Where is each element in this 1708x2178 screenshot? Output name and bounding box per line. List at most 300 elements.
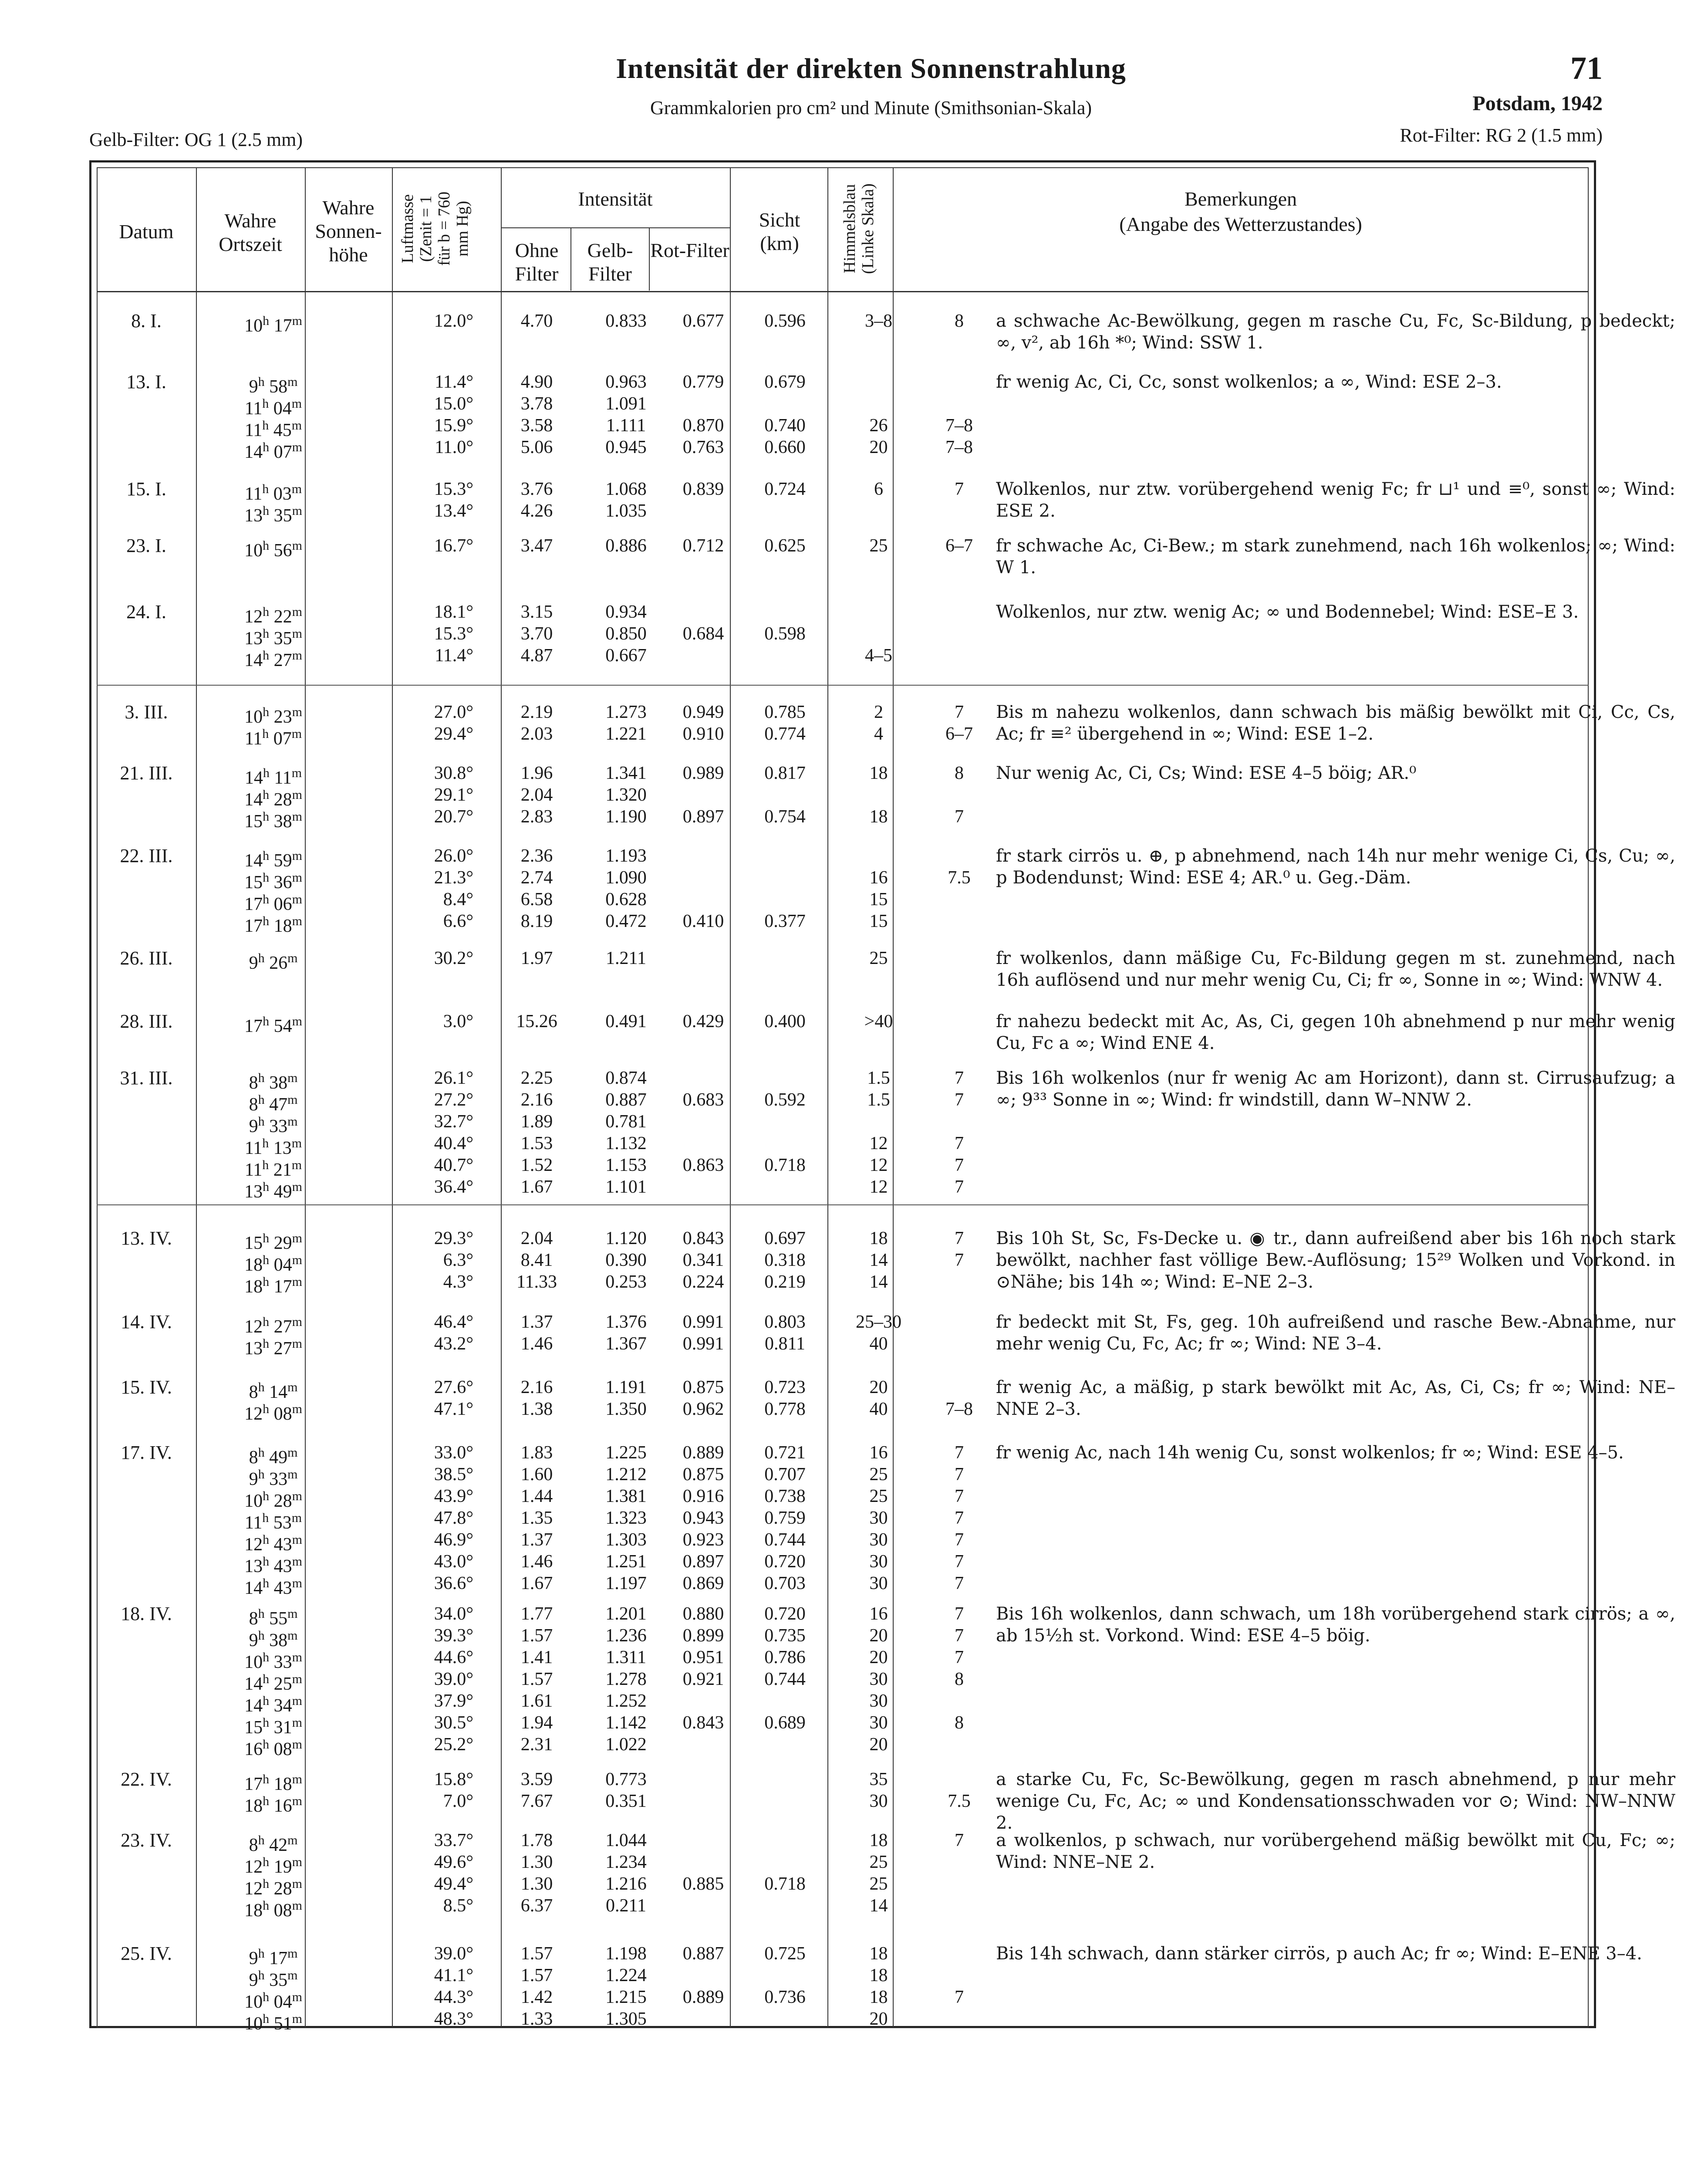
- value-line: 11.4°: [435, 372, 473, 392]
- value-line: 14: [869, 1272, 888, 1292]
- sicht-cell: [827, 1943, 930, 2030]
- value-line: 0.723: [764, 1377, 806, 1397]
- rot-filter-cell: [743, 1311, 827, 1355]
- value-line: 0.720: [764, 1552, 806, 1572]
- value-line: 0.785: [764, 702, 806, 722]
- value-line: 3.76: [520, 479, 553, 499]
- value-line: 2.04: [520, 1228, 553, 1248]
- value-line: [743, 601, 827, 623]
- luftmasse-line-4: mm Hg): [453, 201, 472, 257]
- value-line: 1.46: [520, 1334, 553, 1354]
- value-line: 13.4°: [434, 501, 473, 521]
- value-line: 20: [869, 437, 888, 457]
- value-line: 49.4°: [434, 1874, 473, 1894]
- value-line: 7: [955, 1604, 964, 1624]
- location-year: Potsdam, 1942: [1472, 92, 1603, 115]
- value-line: 39.3°: [434, 1626, 473, 1646]
- value-line: 1.44: [520, 1486, 553, 1506]
- gelb-filter-cell: [664, 478, 743, 522]
- value-line: [930, 645, 989, 666]
- value-line: 0.598: [764, 624, 806, 644]
- value-line: 1.303: [605, 1530, 647, 1550]
- value-line: 1.224: [605, 1965, 647, 1985]
- value-line: 7.5: [948, 1791, 971, 1811]
- datum-cell: 17. IV.: [121, 1442, 172, 1463]
- value-line: 0.744: [764, 1669, 806, 1689]
- value-line: 15.0°: [434, 394, 473, 414]
- sicht-cell: [827, 478, 930, 522]
- value-line: 1.30: [520, 1852, 553, 1872]
- himmelsblau-cell: [930, 1011, 989, 1032]
- value-line: 15.3°: [434, 624, 473, 644]
- value-line: 1.97: [520, 948, 553, 968]
- value-line: [743, 1769, 827, 1790]
- ohne-filter-cell: [588, 601, 664, 666]
- value-line: [827, 784, 930, 806]
- value-line: 0.843: [682, 1228, 724, 1248]
- value-line: 1.153: [605, 1155, 647, 1175]
- value-line: 0.224: [682, 1272, 724, 1292]
- ohne-filter-cell: [588, 371, 664, 458]
- value-line: 25: [869, 1486, 888, 1506]
- value-line: 29.4°: [434, 724, 473, 744]
- value-line: 2.03: [520, 724, 553, 744]
- value-line: 0.773: [605, 1769, 647, 1789]
- value-line: 18$^h$ 04$^m$: [244, 1253, 302, 1275]
- value-line: 0.703: [764, 1573, 806, 1593]
- value-line: 0.991: [682, 1312, 724, 1332]
- value-line: 1.216: [605, 1874, 647, 1894]
- value-line: 0.951: [682, 1647, 724, 1667]
- value-line: 2.25: [520, 1068, 553, 1088]
- value-line: 0.697: [764, 1228, 806, 1248]
- value-line: [743, 1690, 827, 1712]
- value-line: 14$^h$ 07$^m$: [244, 440, 302, 462]
- value-line: [664, 889, 743, 910]
- bemerkungen-cell: Bis 16h wolkenlos, dann schwach, um 18h vorübergehend stark cirrös; a ∞, ab 15½h st. Vorkond. Wind: ESE 4–5 böig.: [996, 1604, 1675, 1646]
- value-line: 3–8: [865, 311, 892, 331]
- value-line: 14$^h$ 59$^m$: [244, 849, 302, 871]
- value-line: 1.251: [605, 1552, 647, 1572]
- value-line: 6–7: [945, 536, 973, 556]
- value-line: 12: [869, 1155, 888, 1175]
- value-line: [743, 784, 827, 806]
- himmelsblau-cell: [930, 310, 989, 332]
- page-title: Intensität der direkten Sonnenstrahlung: [616, 53, 1126, 85]
- value-line: 15.8°: [434, 1769, 473, 1789]
- value-line: 20: [869, 1626, 888, 1646]
- value-line: 29.1°: [434, 785, 473, 805]
- sicht-cell: [827, 1769, 930, 1812]
- value-line: [743, 1790, 827, 1812]
- value-line: >40: [864, 1011, 893, 1032]
- value-line: 8.5°: [443, 1896, 473, 1916]
- luftmasse-cell: [486, 1442, 588, 1594]
- value-line: 0.318: [764, 1250, 806, 1270]
- sicht-cell: [827, 1311, 930, 1355]
- himmelsblau-cell: [930, 701, 989, 745]
- value-line: [664, 947, 743, 969]
- value-line: 8: [955, 311, 964, 331]
- rot-filter-cell: [743, 535, 827, 557]
- value-line: 1.96: [520, 763, 553, 783]
- rot-filter-cell: [743, 310, 827, 332]
- value-line: [930, 1965, 989, 1986]
- header-datum: Datum: [119, 220, 174, 243]
- value-line: 7: [955, 1155, 964, 1175]
- bemerkungen-cell: Bis 16h wolkenlos (nur fr wenig Ac am Horizont), dann st. Cirrusaufzug; a ∞; 9³³ Sonne in ∞; Wind: fr windstill, dann W–NNW 2.: [996, 1068, 1675, 1110]
- value-line: 14$^h$ 34$^m$: [244, 1694, 302, 1716]
- value-line: 0.683: [682, 1090, 724, 1110]
- value-line: 0.863: [682, 1155, 724, 1175]
- value-line: 0.962: [682, 1399, 724, 1419]
- value-line: 0.677: [682, 311, 724, 331]
- value-line: [664, 784, 743, 806]
- page-number: 71: [1570, 51, 1603, 86]
- value-line: 9$^h$ 33$^m$: [249, 1114, 298, 1136]
- value-line: 0.897: [682, 1552, 724, 1572]
- value-line: 15: [869, 911, 888, 931]
- value-line: 30.2°: [434, 948, 473, 968]
- ortszeit-cell: [196, 535, 351, 561]
- value-line: 0.963: [605, 372, 647, 392]
- ohne-filter-cell: [588, 1830, 664, 1917]
- header-bemerkungen-sub: (Angabe des Wetterzustandes): [1119, 213, 1362, 235]
- value-line: 1.33: [520, 2009, 553, 2029]
- rot-filter-cell: [743, 1442, 827, 1594]
- value-line: [743, 1176, 827, 1198]
- ohne-filter-cell: [588, 1376, 664, 1420]
- rot-filter-cell: [743, 371, 827, 458]
- intensitaet-sub-rule: [501, 227, 730, 228]
- datum-cell: 26. III.: [120, 947, 173, 969]
- value-line: 1.67: [520, 1573, 553, 1593]
- value-line: [664, 1176, 743, 1198]
- value-line: 16: [869, 1443, 888, 1463]
- value-line: [664, 1734, 743, 1755]
- value-line: [930, 1271, 989, 1293]
- sonnenhoehe-cell: [351, 1943, 486, 2030]
- value-line: 13$^h$ 43$^m$: [244, 1554, 302, 1576]
- luftmasse-line-1: Luftmasse: [398, 194, 417, 264]
- himmelsblau-line-1: Himmelsblau: [840, 184, 859, 274]
- himmelsblau-cell: [930, 601, 989, 666]
- value-line: 3.59: [520, 1769, 553, 1789]
- value-line: 25–30: [856, 1312, 901, 1332]
- ohne-filter-cell: [588, 535, 664, 557]
- value-line: [743, 947, 827, 969]
- value-line: 0.763: [682, 437, 724, 457]
- value-line: 7.0°: [443, 1791, 473, 1811]
- himmelsblau-cell: [930, 535, 989, 557]
- value-line: 18: [869, 1944, 888, 1964]
- value-line: 1.323: [605, 1508, 647, 1528]
- value-line: 46.4°: [434, 1312, 473, 1332]
- value-line: 0.721: [764, 1443, 806, 1463]
- value-line: [664, 2008, 743, 2030]
- value-line: 41.1°: [434, 1965, 473, 1985]
- bemerkungen-cell: fr wenig Ac, nach 14h wenig Cu, sonst wolkenlos; fr ∞; Wind: ESE 4–5.: [996, 1443, 1624, 1463]
- value-line: 12$^h$ 19$^m$: [244, 1855, 302, 1877]
- value-line: [743, 845, 827, 867]
- value-line: [930, 1333, 989, 1355]
- value-line: 1.67: [520, 1177, 553, 1197]
- value-line: [827, 393, 930, 415]
- value-line: 9$^h$ 26$^m$: [249, 951, 298, 973]
- value-line: 36.6°: [434, 1573, 473, 1593]
- datum-cell: 31. III.: [120, 1067, 173, 1089]
- value-line: 1.091: [605, 394, 647, 414]
- value-line: 1.190: [605, 807, 647, 827]
- value-line: 20: [869, 1735, 888, 1755]
- value-line: 18$^h$ 17$^m$: [244, 1275, 302, 1297]
- value-line: 1.37: [520, 1530, 553, 1550]
- value-line: [827, 1111, 930, 1133]
- bemerkungen-cell: fr nahezu bedeckt mit Ac, As, Ci, gegen 10h abnehmend p nur mehr wenig Cu, Fc a ∞; Wind ENE 4.: [996, 1011, 1675, 1053]
- value-line: 1.367: [605, 1334, 647, 1354]
- value-line: 15$^h$ 38$^m$: [244, 809, 302, 832]
- value-line: 1.61: [520, 1691, 553, 1711]
- value-line: 0.945: [605, 437, 647, 457]
- value-line: [664, 1067, 743, 1089]
- ohne-filter-cell: [588, 1311, 664, 1355]
- value-line: 13$^h$ 49$^m$: [244, 1180, 302, 1202]
- gelb-filter-cell: [664, 371, 743, 458]
- value-line: 26: [869, 416, 888, 436]
- value-line: 10$^h$ 17$^m$: [244, 314, 302, 336]
- datum-cell: 22. III.: [120, 845, 173, 866]
- himmelsblau-cell: [930, 1067, 989, 1198]
- value-line: 11$^h$ 13$^m$: [244, 1136, 302, 1158]
- sicht-cell: [827, 701, 930, 745]
- ortszeit-cell: [196, 1603, 351, 1759]
- value-line: 38.5°: [434, 1464, 473, 1485]
- value-line: 7: [955, 1626, 964, 1646]
- himmelsblau-cell: [930, 845, 989, 932]
- value-line: 18: [869, 1987, 888, 2007]
- value-line: 1.044: [605, 1830, 647, 1850]
- value-line: 1.57: [520, 1626, 553, 1646]
- value-line: 0.889: [682, 1443, 724, 1463]
- value-line: 1.022: [605, 1735, 647, 1755]
- value-line: 3.15: [520, 602, 553, 622]
- value-line: [930, 1311, 989, 1333]
- value-line: 0.390: [605, 1250, 647, 1270]
- value-line: 18.1°: [434, 602, 473, 622]
- value-line: 18$^h$ 16$^m$: [244, 1794, 302, 1816]
- ortszeit-cell: [196, 1376, 351, 1424]
- ortszeit-cell: [196, 1311, 351, 1359]
- datum-cell: 13. IV.: [121, 1228, 172, 1249]
- value-line: 7: [955, 1486, 964, 1506]
- ortszeit-cell: [196, 371, 351, 462]
- value-line: 26.0°: [434, 846, 473, 866]
- bemerkungen-cell: Bis 10h St, Sc, Fs-Decke u. ◉ tr., dann aufreißend aber bis 16h noch stark bewölkt, nachher fast völlige Bew.-Auflösung; 15²⁹ Wolken und Vorkond. in ⊙Nähe; bis 14h ∞; Wind: E–NE 2–3.: [996, 1228, 1675, 1292]
- gelb-filter-cell: [664, 1943, 743, 2030]
- value-line: 0.889: [682, 1987, 724, 2007]
- value-line: 5.06: [520, 437, 553, 457]
- value-line: 2.16: [520, 1377, 553, 1397]
- ohne-filter-cell: [588, 1603, 664, 1755]
- value-line: 1.198: [605, 1944, 647, 1964]
- ortszeit-cell: [196, 1830, 351, 1921]
- value-line: 4–5: [865, 646, 892, 666]
- value-line: 20.7°: [434, 807, 473, 827]
- value-line: 14$^h$ 43$^m$: [244, 1576, 302, 1598]
- luftmasse-cell: [486, 1067, 588, 1198]
- value-line: [664, 845, 743, 867]
- bemerkungen-cell: Bis 14h schwach, dann stärker cirrös, p auch Ac; fr ∞; Wind: E–ENE 3–4.: [996, 1944, 1642, 1964]
- sicht-cell: [827, 310, 930, 332]
- value-line: 16: [869, 868, 888, 888]
- datum-cell: 23. I.: [126, 535, 166, 556]
- value-line: 43.2°: [434, 1334, 473, 1354]
- value-line: 13$^h$ 35$^m$: [244, 504, 302, 526]
- value-line: 7: [955, 1508, 964, 1528]
- value-line: 1.215: [605, 1987, 647, 2007]
- value-line: 2.74: [520, 868, 553, 888]
- luftmasse-cell: [486, 845, 588, 932]
- value-line: 12: [869, 1133, 888, 1153]
- value-line: 14: [869, 1896, 888, 1916]
- gelb-filter-cell: [664, 1311, 743, 1355]
- value-line: 11.33: [516, 1272, 557, 1292]
- value-line: [930, 371, 989, 393]
- value-line: 3.70: [520, 624, 553, 644]
- value-line: 8$^h$ 49$^m$: [249, 1445, 298, 1468]
- value-line: 8: [955, 1713, 964, 1733]
- value-line: 8$^h$ 14$^m$: [249, 1380, 298, 1402]
- month-rule-april: [97, 1204, 1589, 1205]
- gelb-filter-cell: [664, 947, 743, 969]
- value-line: [743, 1734, 827, 1755]
- luftmasse-line-3: für b = 760: [435, 191, 453, 266]
- value-line: 44.3°: [434, 1987, 473, 2007]
- himmelsblau-line-2: (Linke Skala): [859, 183, 877, 274]
- value-line: 9$^h$ 58$^m$: [249, 375, 298, 397]
- value-line: [930, 845, 989, 867]
- sonnenhoehe-cell: [351, 1376, 486, 1420]
- himmelsblau-cell: [930, 1442, 989, 1594]
- value-line: 47.1°: [434, 1399, 473, 1419]
- value-line: 4: [874, 724, 883, 744]
- gelb-filter-cell: [664, 1011, 743, 1032]
- value-line: 1.77: [520, 1604, 553, 1624]
- value-line: 18: [869, 1830, 888, 1850]
- bemerkungen-cell: a schwache Ac-Bewölkung, gegen m rasche Cu, Fc, Sc-Bildung, p bedeckt; ∞, v², ab 16h *⁰; Wind: SSW 1.: [996, 311, 1675, 353]
- value-line: [664, 1690, 743, 1712]
- value-line: 12$^h$ 43$^m$: [244, 1532, 302, 1555]
- rot-filter-cell: [743, 1067, 827, 1198]
- value-line: 0.786: [764, 1647, 806, 1667]
- sonnenhoehe-cell: [351, 601, 486, 666]
- value-line: 0.875: [682, 1377, 724, 1397]
- sicht-cell: [827, 762, 930, 828]
- bemerkungen-cell: Wolkenlos, nur ztw. vorübergehend wenig Fc; fr ⊔¹ und ≡⁰, sonst ∞; Wind: ESE 2.: [996, 479, 1675, 521]
- value-line: [664, 393, 743, 415]
- gelb-filter-cell: [664, 762, 743, 828]
- value-line: 2.19: [520, 702, 553, 722]
- value-line: 49.6°: [434, 1852, 473, 1872]
- value-line: 30: [869, 1691, 888, 1711]
- value-line: 30: [869, 1573, 888, 1593]
- value-line: 7: [955, 1987, 964, 2007]
- value-line: [930, 1111, 989, 1133]
- value-line: 0.736: [764, 1987, 806, 2007]
- value-line: 0.817: [764, 763, 806, 783]
- value-line: 1.191: [605, 1377, 647, 1397]
- value-line: [930, 1734, 989, 1755]
- gelb-filter-cell: [664, 701, 743, 745]
- header-rot-filter: Rot-Filter: [650, 239, 729, 261]
- value-line: 0.684: [682, 624, 724, 644]
- sonnenhoehe-cell: [351, 1011, 486, 1032]
- value-line: 0.943: [682, 1508, 724, 1528]
- value-line: 8$^h$ 55$^m$: [249, 1606, 298, 1629]
- value-line: 0.341: [682, 1250, 724, 1270]
- sonnenhoehe-cell: [351, 1067, 486, 1198]
- value-line: 1.57: [520, 1965, 553, 1985]
- value-line: 0.754: [764, 807, 806, 827]
- gelb-filter-cell: [664, 1603, 743, 1755]
- ortszeit-cell: [196, 1228, 351, 1297]
- value-line: 0.774: [764, 724, 806, 744]
- value-line: 12$^h$ 08$^m$: [244, 1402, 302, 1424]
- value-line: 40: [869, 1334, 888, 1354]
- rot-filter-cell: [743, 701, 827, 745]
- value-line: 18: [869, 807, 888, 827]
- value-line: [664, 1895, 743, 1917]
- header-gelb-filter: Gelb-Filter: [587, 239, 633, 285]
- gelb-filter-cell: [664, 845, 743, 932]
- sicht-cell: [827, 1603, 930, 1755]
- value-line: 47.8°: [434, 1508, 473, 1528]
- value-line: 1.132: [605, 1133, 647, 1153]
- luftmasse-cell: [486, 762, 588, 828]
- value-line: 7: [955, 1443, 964, 1463]
- luftmasse-cell: [486, 1603, 588, 1755]
- datum-cell: 22. IV.: [121, 1769, 172, 1790]
- value-line: [743, 2008, 827, 2030]
- rot-filter-cell: [743, 1228, 827, 1293]
- value-line: [664, 1965, 743, 1986]
- datum-cell: 15. IV.: [121, 1376, 172, 1398]
- value-line: 1.221: [605, 724, 647, 744]
- value-line: 40.7°: [434, 1155, 473, 1175]
- sonnenhoehe-cell: [351, 701, 486, 745]
- himmelsblau-cell: [930, 1943, 989, 2030]
- page-subtitle: Grammkalorien pro cm² und Minute (Smithsonian-Skala): [650, 97, 1092, 118]
- value-line: 0.899: [682, 1626, 724, 1646]
- value-line: 15: [869, 889, 888, 910]
- rot-filter-cell: [743, 947, 827, 969]
- value-line: 7–8: [945, 1399, 973, 1419]
- value-line: 9$^h$ 33$^m$: [249, 1467, 298, 1489]
- value-line: 8$^h$ 47$^m$: [249, 1092, 298, 1115]
- himmelsblau-cell: [930, 1311, 989, 1355]
- value-line: [930, 1943, 989, 1965]
- ortszeit-cell: [196, 1067, 351, 1202]
- sonnenhoehe-cell: [351, 762, 486, 828]
- value-line: 0.916: [682, 1486, 724, 1506]
- value-line: [827, 845, 930, 867]
- value-line: 6: [874, 479, 883, 499]
- ohne-filter-cell: [588, 701, 664, 745]
- himmelsblau-cell: [930, 762, 989, 828]
- value-line: 15.26: [516, 1011, 557, 1032]
- sonnenhoehe-cell: [351, 1769, 486, 1812]
- value-line: 0.744: [764, 1530, 806, 1550]
